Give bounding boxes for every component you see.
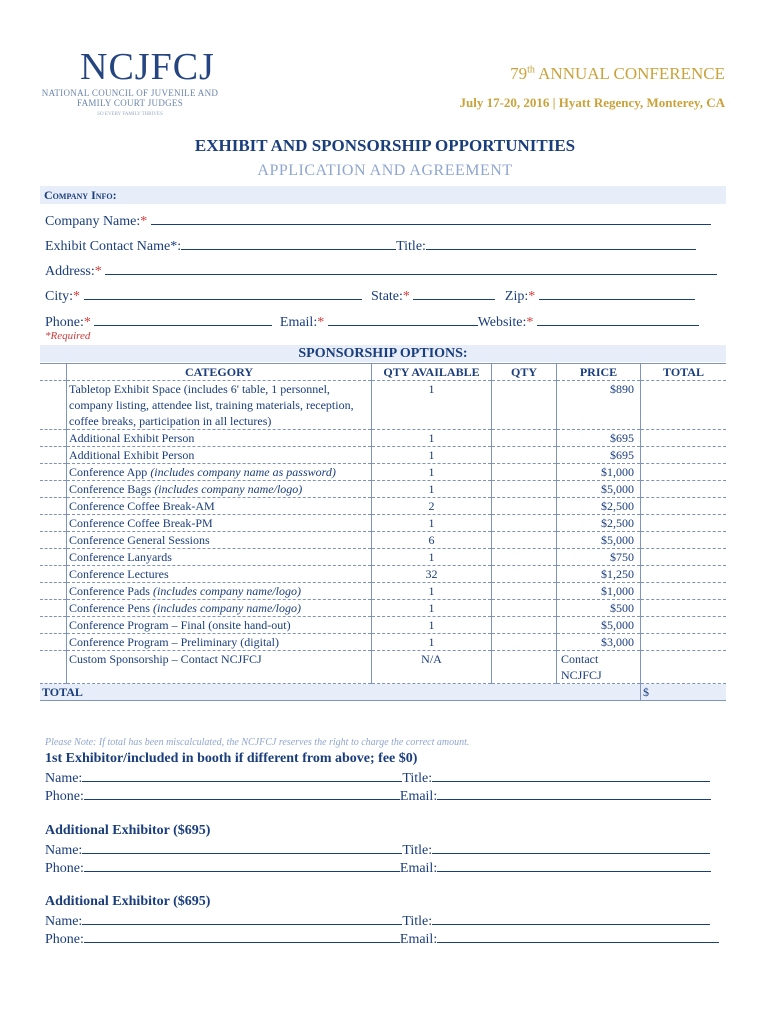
price-cell: $695 [557,447,641,464]
contact-name-field[interactable] [181,237,396,250]
phone-label: Phone: [45,932,84,947]
category-cell [67,430,372,447]
qty-input-cell[interactable] [492,464,557,481]
table-body [40,381,726,684]
category-cell [67,634,372,651]
category-label: Conference Coffee Break-AM [69,499,215,513]
price-cell: $2,500 [557,515,641,532]
total-cell[interactable] [641,583,727,600]
city-row [45,287,695,305]
category-label: Conference Coffee Break-PM [69,516,213,530]
row-checkbox-cell[interactable] [40,600,67,617]
total-row [40,684,726,701]
category-label: Conference Program – Final (onsite hand-out) [69,618,291,632]
exhibitor-1-phone-row [45,787,711,805]
qty-available-cell: 1 [372,549,492,566]
company-name-row [45,212,711,230]
header-total: TOTAL [641,364,727,381]
qty-available-cell: 1 [372,447,492,464]
conference-details: July 17-20, 2016 | Hyatt Regency, Monterey, CA [459,95,725,110]
table-row [40,498,726,515]
total-cell[interactable] [641,566,727,583]
website-field[interactable] [537,313,699,326]
required-mark: * [526,315,534,330]
exhibitor-1-email-field[interactable] [437,787,711,800]
price-cell: $3,000 [557,634,641,651]
header-qty-available: QTY AVAILABLE [372,364,492,381]
price-cell: $890 [557,381,641,430]
exhibitor-1-name-field[interactable] [82,769,402,782]
phone-label: Phone: [45,315,84,330]
price-cell: $5,000 [557,617,641,634]
qty-available-cell: 6 [372,532,492,549]
qty-available-cell: 1 [372,464,492,481]
qty-input-cell[interactable] [492,651,557,684]
row-checkbox-cell[interactable] [40,515,67,532]
required-mark: * [528,289,536,304]
qty-input-cell[interactable] [492,430,557,447]
name-label: Name: [45,843,83,858]
title-label: Title: [402,843,433,858]
email-label: Email: [399,932,438,947]
exhibitor-3-phone-row [45,930,719,948]
contact-title-label: Title: [396,239,426,254]
category-label: Tabletop Exhibit Space (includes 6' table, 1 personnel, company listing, attendee list, training materials, reception, coffee breaks, participation in all lectures) [69,382,354,428]
conf-title-text: ANNUAL CONFERENCE [538,64,725,83]
conference-title [510,64,725,84]
company-info-bar [40,186,726,204]
exhibitor-2-phone-field[interactable] [84,859,400,872]
price-cell: $5,000 [557,481,641,498]
qty-input-cell[interactable] [492,566,557,583]
category-label: Additional Exhibit Person [69,448,195,462]
exhibitor-2-email-field[interactable] [437,859,711,872]
title-label: Title: [402,771,433,786]
category-cell [67,583,372,600]
category-cell [67,566,372,583]
total-cell[interactable] [641,381,727,430]
price-cell: $750 [557,549,641,566]
email-label: Email: [399,861,438,876]
price-cell: $1,000 [557,464,641,481]
header-category: CATEGORY [67,364,372,381]
exhibitor-3-phone-field[interactable] [84,930,400,943]
category-cell [67,481,372,498]
qty-available-cell: 1 [372,481,492,498]
category-cell [67,498,372,515]
name-label: Name: [45,771,83,786]
email-field[interactable] [328,313,478,326]
category-cell [67,447,372,464]
total-cell[interactable] [641,549,727,566]
table-row [40,447,726,464]
exhibitor-1-title-field[interactable] [432,769,710,782]
price-cell: $5,000 [557,532,641,549]
page-title: EXHIBIT AND SPONSORSHIP OPPORTUNITIES [194,136,576,155]
category-label: Conference General Sessions [69,533,210,547]
exhibitor-2-heading: Additional Exhibitor ($695) [45,823,211,838]
total-cell[interactable] [641,430,727,447]
total-cell[interactable] [641,498,727,515]
phone-label: Phone: [45,861,84,876]
qty-input-cell[interactable] [492,532,557,549]
row-checkbox-cell[interactable] [40,617,67,634]
exhibitor-2-title-field[interactable] [432,841,710,854]
total-cell[interactable] [641,532,727,549]
qty-input-cell[interactable] [492,549,557,566]
required-mark: * [94,264,102,279]
header-qty: QTY [492,364,557,381]
table-row [40,381,726,430]
required-mark: * [73,289,81,304]
qty-input-cell[interactable] [492,600,557,617]
qty-available-cell: 1 [372,430,492,447]
price-cell: Contact NCJFCJ [557,651,641,684]
phone-label: Phone: [45,789,84,804]
row-checkbox-cell[interactable] [40,549,67,566]
category-cell [67,651,372,684]
company-name-field[interactable] [151,212,711,225]
table-row [40,651,726,684]
total-cell[interactable] [641,515,727,532]
exhibitor-1-name-row [45,769,710,787]
row-checkbox-cell[interactable] [40,447,67,464]
table-row [40,464,726,481]
contact-name-label: Exhibit Contact Name*: [45,239,182,254]
table-row [40,549,726,566]
state-label: State: [371,289,403,304]
table-row [40,481,726,498]
category-note: (includes company name as password) [150,465,336,479]
category-cell [67,532,372,549]
logo-org-name: NATIONAL COUNCIL OF JUVENILE AND FAMILY COURT JUDGES [41,88,219,108]
qty-available-cell: 1 [372,634,492,651]
category-label: Conference Pads [69,584,153,598]
category-label: Conference Pens [69,601,153,615]
address-field[interactable] [105,262,717,275]
header-blank [40,364,67,381]
please-note: Please Note: If total has been miscalculated, the NCJFCJ reserves the right to charge the correct amount. [45,737,470,748]
row-checkbox-cell[interactable] [40,583,67,600]
row-checkbox-cell[interactable] [40,651,67,684]
qty-available-cell: N/A [372,651,492,684]
qty-input-cell[interactable] [492,634,557,651]
logo-tagline: SO EVERY FAMILY THRIVES [97,112,163,117]
contact-row [45,237,696,255]
table-row [40,617,726,634]
category-cell [67,617,372,634]
ncjfcj-logo: NCJFCJ [80,46,215,88]
table-row [40,634,726,651]
category-label: Conference Lectures [69,567,169,581]
exhibitor-3-heading: Additional Exhibitor ($695) [45,894,211,909]
required-mark: * [402,289,410,304]
website-label: Website: [477,315,527,330]
table-row [40,566,726,583]
qty-input-cell[interactable] [492,381,557,430]
zip-field[interactable] [539,287,695,300]
city-label: City: [45,289,74,304]
exhibitor-3-title-field[interactable] [432,912,710,925]
category-cell [67,381,372,430]
sponsorship-table [40,363,726,701]
exhibitor-3-email-field[interactable] [437,930,719,943]
total-cell[interactable] [641,617,727,634]
qty-input-cell[interactable] [492,447,557,464]
qty-available-cell: 1 [372,515,492,532]
exhibitor-2-phone-row [45,859,711,877]
qty-available-cell: 1 [372,600,492,617]
category-label: Conference Bags [69,482,155,496]
total-cell[interactable] [641,447,727,464]
total-cell[interactable] [641,634,727,651]
exhibitor-1-phone-field[interactable] [84,787,400,800]
table-row [40,583,726,600]
required-mark: * [140,214,148,229]
total-label: TOTAL [40,684,641,701]
sponsorship-title: SPONSORSHIP OPTIONS: [40,345,726,362]
category-note: (includes company name/logo) [152,584,301,598]
exhibitor-1-heading: 1st Exhibitor/included in booth if different from above; fee $0) [45,751,418,766]
row-checkbox-cell[interactable] [40,634,67,651]
total-cell[interactable] [641,464,727,481]
required-note: *Required [45,330,91,342]
qty-available-cell: 1 [372,617,492,634]
email-label: Email: [399,789,438,804]
category-cell [67,600,372,617]
exhibitor-2-name-row [45,841,710,859]
state-field[interactable] [413,287,495,300]
qty-input-cell[interactable] [492,481,557,498]
header-price: PRICE [557,364,641,381]
row-checkbox-cell[interactable] [40,481,67,498]
category-label: Conference Lanyards [69,550,172,564]
exhibitor-3-name-row [45,912,710,930]
category-label: Conference App [69,465,151,479]
category-label: Conference Program – Preliminary (digital) [69,635,279,649]
category-cell [67,549,372,566]
total-cell[interactable] [641,600,727,617]
category-note: (includes company name/logo) [154,482,303,496]
phone-field[interactable] [94,313,272,326]
required-mark: * [317,315,325,330]
row-checkbox-cell[interactable] [40,532,67,549]
address-label: Address: [45,264,95,279]
qty-input-cell[interactable] [492,583,557,600]
qty-available-cell: 1 [372,583,492,600]
row-checkbox-cell[interactable] [40,381,67,430]
category-cell [67,464,372,481]
category-note: (includes company name/logo) [152,601,301,615]
category-cell [67,515,372,532]
contact-title-field[interactable] [426,237,696,250]
table-row [40,600,726,617]
table-row [40,515,726,532]
price-cell: $500 [557,600,641,617]
email-label: Email: [279,315,318,330]
category-label: Additional Exhibit Person [69,431,195,445]
price-cell: $1,250 [557,566,641,583]
page-subtitle: APPLICATION AND AGREEMENT [257,162,513,179]
table-row [40,532,726,549]
conf-sup: th [527,64,535,76]
qty-input-cell[interactable] [492,617,557,634]
phone-row [45,313,699,331]
conf-number: 79 [510,64,528,83]
exhibitor-3-name-field[interactable] [82,912,402,925]
row-checkbox-cell[interactable] [40,566,67,583]
zip-label: Zip: [504,289,529,304]
qty-available-cell: 2 [372,498,492,515]
row-checkbox-cell[interactable] [40,430,67,447]
title-label: Title: [402,914,433,929]
required-mark: * [83,315,91,330]
table-row [40,430,726,447]
price-cell: $1,000 [557,583,641,600]
total-cell[interactable] [641,651,727,684]
address-row [45,262,717,280]
price-cell: $2,500 [557,498,641,515]
company-info-label: Company Info: [44,188,117,202]
exhibitor-2-name-field[interactable] [82,841,402,854]
name-label: Name: [45,914,83,929]
qty-input-cell[interactable] [492,515,557,532]
category-label: Custom Sponsorship – Contact NCJFCJ [69,652,262,666]
total-value-cell[interactable]: $ [641,684,727,701]
qty-input-cell[interactable] [492,498,557,515]
company-name-label: Company Name: [45,214,141,229]
table-header-row [40,364,726,381]
total-cell[interactable] [641,481,727,498]
qty-available-cell: 1 [372,381,492,430]
city-field[interactable] [84,287,362,300]
row-checkbox-cell[interactable] [40,498,67,515]
price-cell: $695 [557,430,641,447]
qty-available-cell: 32 [372,566,492,583]
row-checkbox-cell[interactable] [40,464,67,481]
